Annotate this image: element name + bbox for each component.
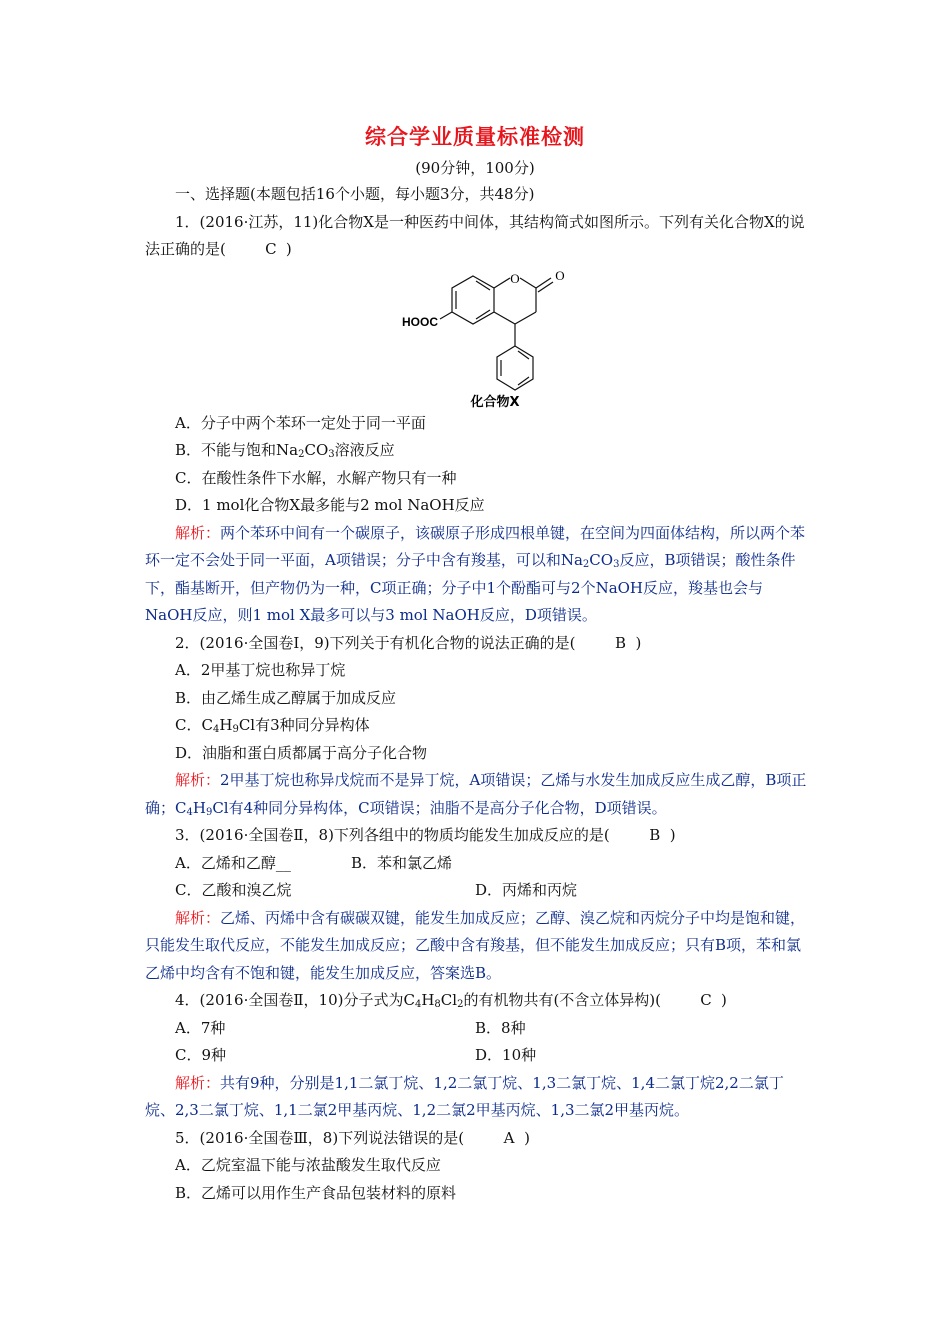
explanation-label: 解析： bbox=[175, 771, 221, 789]
question-3-options-row-1 bbox=[145, 850, 807, 878]
question-4-option-c: C．9种 bbox=[175, 1046, 227, 1064]
question-3-option-c: C．乙酸和溴乙烷 bbox=[175, 881, 292, 899]
document-body bbox=[145, 181, 807, 1207]
question-4-options-row-2 bbox=[145, 1042, 807, 1070]
question-1-option-c: C．在酸性条件下水解，水解产物只有一种 bbox=[175, 468, 457, 487]
question-2-option-d: D．油脂和蛋白质都属于高分子化合物 bbox=[175, 743, 428, 762]
question-2-answer: B bbox=[615, 633, 627, 652]
compound-x-structure bbox=[145, 264, 807, 410]
explanation-label: 解析： bbox=[175, 1073, 221, 1092]
question-3-option-a: A．乙烯和乙醇__ bbox=[175, 853, 291, 872]
question-5-answer: A bbox=[503, 1128, 515, 1147]
question-1-answer: C bbox=[265, 240, 277, 258]
question-2-option-b: B．由乙烯生成乙醇属于加成反应 bbox=[175, 688, 397, 707]
question-1-explanation: 解析：两个苯环中间有一个碳原子，该碳原子形成四根单键，在空间为四面体结构，所以两个苯环一定不会处于同一平面，A项错误；分子中含有羧基，可以和$Na_2CO_3$反应，B项错误；酸性条件下，酯基断开，但产物仍为一种，C项正确；分子中1个酚酯可与2个NaOH反应，羧基也会与NaOH反应，则1 mol X最多可以与3 mol NaOH反应，D项错误。 bbox=[145, 523, 806, 624]
page-title: 综合学业质量标准检测 bbox=[365, 125, 585, 149]
question-5-option-a: A．乙烷室温下能与浓盐酸发生取代反应 bbox=[175, 1156, 441, 1174]
question-1-option-a: A．分子中两个苯环一定处于同一平面 bbox=[175, 413, 426, 432]
question-5-option-b: B．乙烯可以用作生产食品包装材料的原料 bbox=[175, 1183, 457, 1202]
figure-caption: 化合物X bbox=[470, 394, 520, 410]
question-4-options-row-1 bbox=[145, 1015, 807, 1043]
question-2-explanation: 解析：2甲基丁烷也称异戊烷而不是异丁烷，A项错误；乙烯与水发生加成反应生成乙醇，B项正确；$C_4H_9Cl$有4种同分异构体，C项错误；油脂不是高分子化合物，D项错误。 bbox=[145, 771, 807, 818]
question-4-stem: 4．(2016·全国卷Ⅱ，10)分子式为$C_4H_8Cl_2$的有机物共有(不含立体异构)( C ) bbox=[145, 987, 807, 1015]
question-4-option-d: D．10种 bbox=[475, 1046, 537, 1064]
question-2-option-c: C．$C_4H_9Cl$有3种同分异构体 bbox=[175, 716, 370, 735]
explanation-label: 解析： bbox=[175, 523, 221, 542]
structure-diagram bbox=[402, 264, 570, 410]
page-subtitle: (90分钟，100分) bbox=[415, 159, 535, 177]
question-1-option-b: B．不能与饱和$Na_2CO_3$溶液反应 bbox=[175, 441, 395, 460]
question-4-answer: C bbox=[700, 991, 712, 1009]
question-1-stem: 1．(2016·江苏，11)化合物X是一种医药中间体，其结构简式如图所示。下列有关化合物X的说法正确的是( C ) bbox=[145, 209, 807, 264]
carbonyl-oxygen-label: O bbox=[555, 267, 565, 283]
question-1-option-d: D．1 mol化合物X最多能与2 mol NaOH反应 bbox=[175, 496, 485, 514]
question-3-option-b: B．苯和氯乙烯 bbox=[351, 853, 453, 872]
question-4-option-a: A．7种 bbox=[175, 1018, 226, 1037]
section-heading: 一、选择题(本题包括16个小题，每小题3分，共48分) bbox=[175, 185, 535, 203]
ring-oxygen-label: O bbox=[510, 270, 520, 286]
question-3-explanation: 解析：乙烯、丙烯中含有碳碳双键，能发生加成反应；乙醇、溴乙烷和丙烷分子中均是饱和键，只能发生取代反应，不能发生加成反应；乙酸中含有羧基，但不能发生加成反应；只有B项，苯和氯乙烯中均含有不饱和键，能发生加成反应，答案选B。 bbox=[145, 908, 806, 982]
hooc-label: HOOC bbox=[402, 314, 438, 329]
question-4-explanation: 解析：共有9种，分别是1,1二氯丁烷、1,2二氯丁烷、1,3二氯丁烷、1,4二氯丁烷2,2二氯丁烷、2,3二氯丁烷、1,1二氯2甲基丙烷、1,2二氯2甲基丙烷、1,3二氯2甲基丙烷。 bbox=[145, 1073, 784, 1119]
question-3-options-row-2 bbox=[145, 877, 807, 905]
question-4-option-b: B．8种 bbox=[475, 1018, 526, 1037]
question-5-stem: 5．(2016·全国卷Ⅲ，8)下列说法错误的是( A ) bbox=[145, 1125, 807, 1153]
question-3-answer: B bbox=[649, 826, 661, 844]
explanation-label: 解析： bbox=[175, 908, 221, 927]
question-3-option-d: D．丙烯和丙烷 bbox=[475, 881, 578, 899]
question-2-option-a: A．2甲基丁烷也称异丁烷 bbox=[175, 661, 346, 679]
question-2-stem: 2．(2016·全国卷Ⅰ，9)下列关于有机化合物的说法正确的是( B ) bbox=[145, 630, 807, 658]
question-3-stem: 3．(2016·全国卷Ⅱ，8)下列各组中的物质均能发生加成反应的是( B ) bbox=[145, 822, 807, 850]
